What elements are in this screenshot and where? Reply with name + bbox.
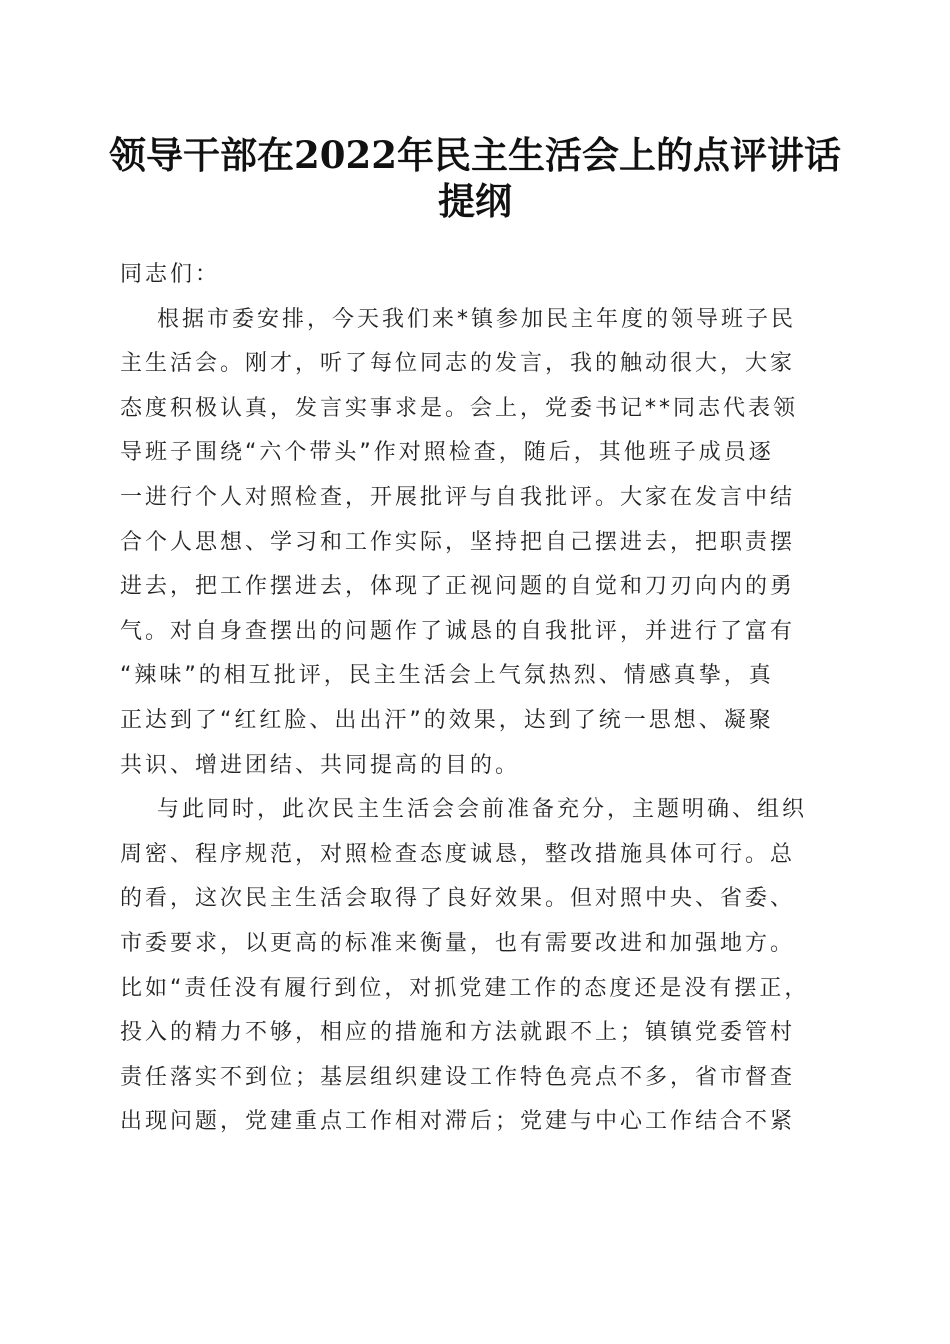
paragraph-line: 周密、程序规范，对照检查态度诚恳，整改措施具体可行。总: [120, 841, 796, 867]
paragraph-line: 根据市委安排，今天我们来*镇参加民主年度的领导班子民: [157, 306, 797, 332]
paragraph-2: [120, 788, 832, 1145]
title-line: 领导干部在2022年民主生活会上的点评讲话: [109, 133, 841, 177]
paragraph-line: 共识、增进团结、共同提高的目的。: [120, 752, 521, 778]
document-title: [100, 132, 850, 224]
paragraph-line: 的看，这次民主生活会取得了良好效果。但对照中央、省委、: [120, 886, 796, 912]
paragraph-1: [120, 298, 832, 789]
paragraph-line: 市委要求，以更高的标准来衡量，也有需要改进和加强地方。: [120, 930, 796, 956]
title-line: 提纲: [438, 179, 512, 223]
paragraph-line: 正达到了“红红脸、出出汗”的效果，达到了统一思想、凝聚: [120, 707, 774, 733]
paragraph-line: 主生活会。刚才，听了每位同志的发言，我的触动很大，大家: [120, 351, 796, 377]
paragraph-line: “辣味”的相互批评，民主生活会上气氛热烈、情感真挚，真: [120, 663, 774, 689]
document-body: [120, 253, 832, 1145]
paragraph-line: 合个人思想、学习和工作实际，坚持把自己摆进去，把职责摆: [120, 529, 796, 555]
salutation: 同志们：: [120, 262, 221, 287]
paragraph-line: 责任落实不到位；基层组织建设工作特色亮点不多，省市督查: [120, 1064, 796, 1090]
paragraph-line: 比如“责任没有履行到位，对抓党建工作的态度还是没有摆正，: [120, 975, 810, 1001]
paragraph-line: 与此同时，此次民主生活会会前准备充分，主题明确、组织: [157, 797, 808, 823]
paragraph-line: 进去，把工作摆进去，体现了正视问题的自觉和刀刃向内的勇: [120, 574, 796, 600]
paragraph-line: 导班子围绕“六个带头”作对照检查，随后，其他班子成员逐: [120, 440, 774, 466]
paragraph-line: 一进行个人对照检查，开展批评与自我批评。大家在发言中结: [120, 484, 796, 510]
paragraph-line: 出现问题，党建重点工作相对滞后；党建与中心工作结合不紧: [120, 1109, 796, 1135]
paragraph-line: 气。对自身查摆出的问题作了诚恳的自我批评，并进行了富有: [120, 618, 796, 644]
paragraph-line: 态度积极认真，发言实事求是。会上，党委书记**同志代表领: [120, 395, 799, 421]
paragraph-line: 投入的精力不够，相应的措施和方法就跟不上；镇镇党委管村: [120, 1020, 796, 1046]
